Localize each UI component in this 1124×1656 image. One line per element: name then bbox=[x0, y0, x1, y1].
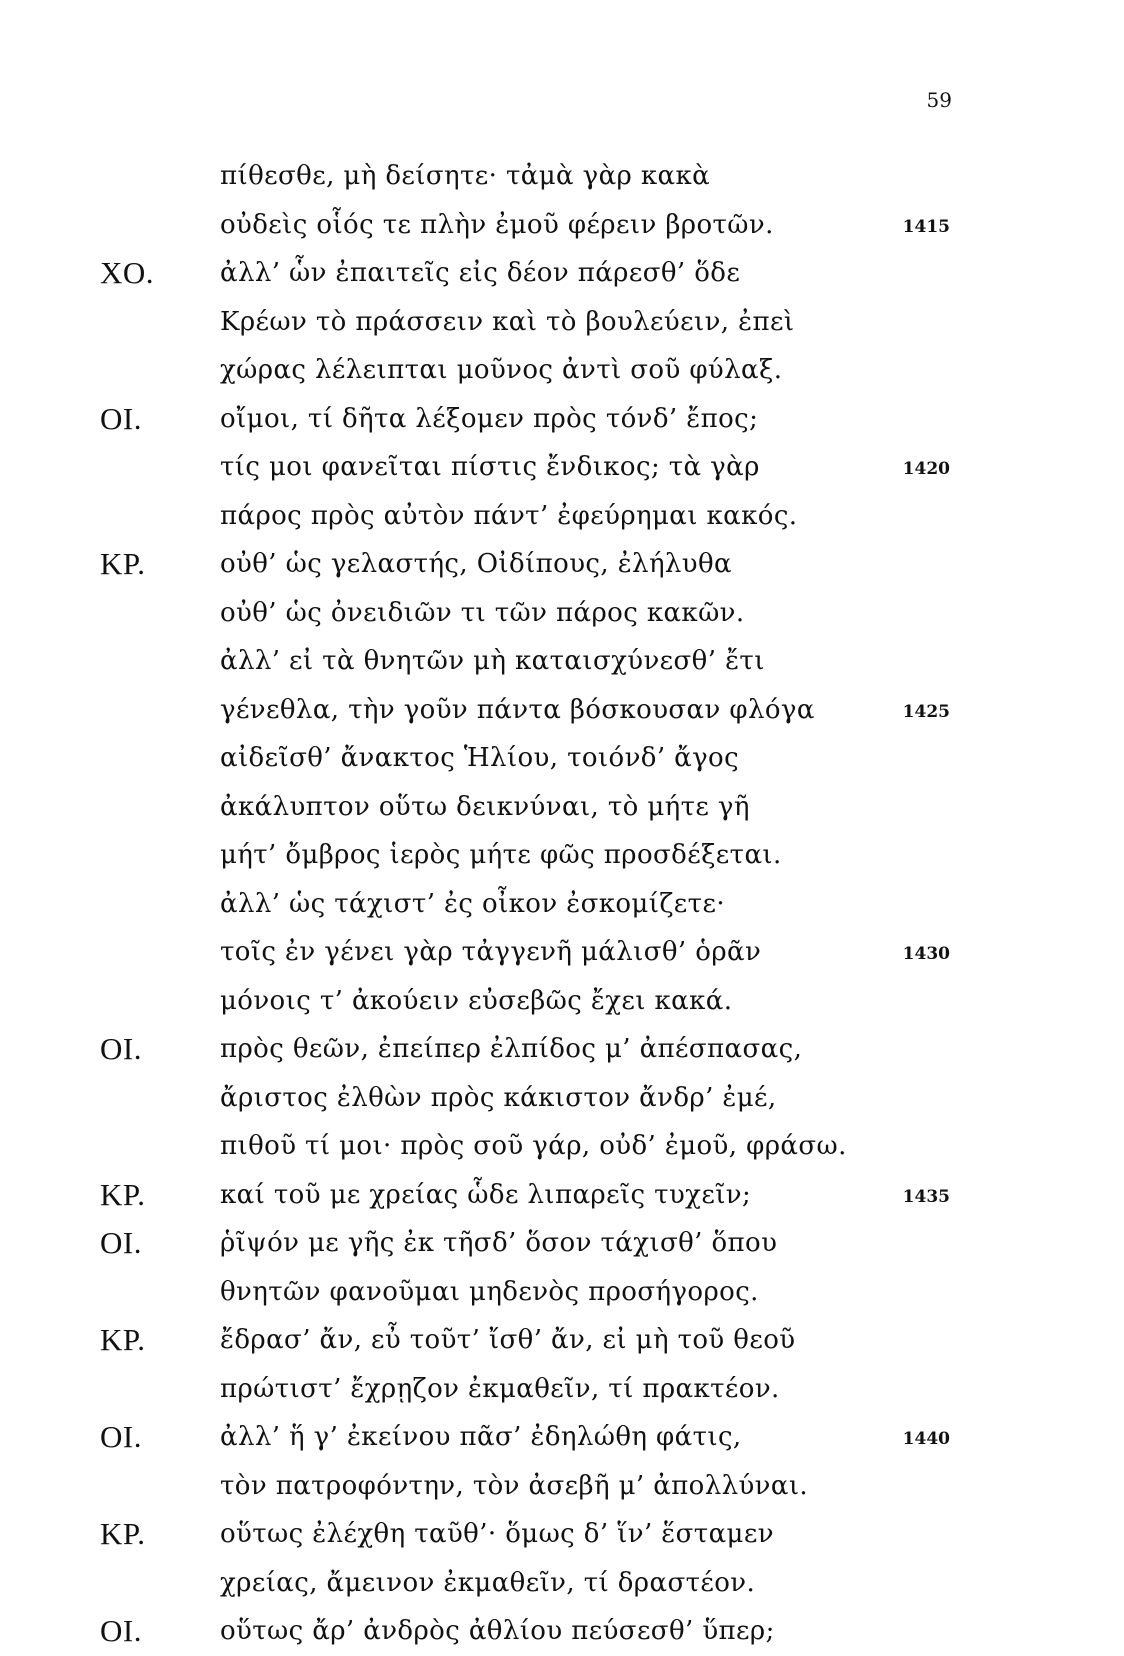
verse-text: πίθεσθε, μὴ δείσητε· τἀμὰ γὰρ κακὰ bbox=[220, 161, 711, 191]
page-number: 59 bbox=[926, 88, 952, 112]
verse-line bbox=[0, 928, 1124, 977]
verse-line bbox=[0, 152, 1124, 201]
verse-line bbox=[0, 1462, 1124, 1511]
verse-line bbox=[0, 249, 1124, 298]
line-number: 1440 bbox=[902, 1429, 950, 1449]
verse-text: μόνοις τ’ ἀκούειν εὐσεβῶς ἔχει κακά. bbox=[220, 985, 733, 1016]
verse-line bbox=[0, 637, 1124, 686]
verse-line bbox=[0, 1268, 1124, 1317]
verse-text: γένεθλα, τὴν γοῦν πάντα βόσκουσαν φλόγα bbox=[220, 694, 815, 725]
verse-text: πάρος πρὸς αὐτὸν πάντ’ ἐφεύρημαι κακός. bbox=[220, 500, 798, 531]
verse-line bbox=[0, 1025, 1124, 1074]
verse-text: τοῖς ἐν γένει γὰρ τἀγγενῆ μάλισθ’ ὁρᾶν bbox=[220, 937, 762, 967]
verse-line bbox=[0, 443, 1124, 492]
verse-line bbox=[0, 540, 1124, 589]
verse-line bbox=[0, 1413, 1124, 1462]
verse-line bbox=[0, 783, 1124, 832]
verse-text: ἀλλ’ εἰ τὰ θνητῶν μὴ καταισχύνεσθ’ ἔτι bbox=[220, 646, 765, 676]
verse-text: ἀλλ’ ὧν ἐπαιτεῖς εἰς δέον πάρεσθ’ ὅδε bbox=[220, 258, 741, 288]
verse-line bbox=[0, 1365, 1124, 1414]
verse-text: οὕτως ἐλέχθη ταῦθ’· ὅμως δ’ ἵν’ ἕσταμεν bbox=[220, 1519, 774, 1549]
verse-line bbox=[0, 1510, 1124, 1559]
verse-text: ἔδρασ’ ἄν, εὖ τοῦτ’ ἴσθ’ ἄν, εἰ μὴ τοῦ θεοῦ bbox=[220, 1325, 796, 1355]
verse-text: χώρας λέλειπται μοῦνος ἀντὶ σοῦ φύλαξ. bbox=[220, 355, 783, 385]
verse-text: ἀκάλυπτον οὕτω δεικνύναι, τὸ μήτε γῆ bbox=[220, 791, 750, 822]
verse-text: καί τοῦ με χρείας ὧδε λιπαρεῖς τυχεῖν; bbox=[220, 1179, 752, 1210]
verse-line bbox=[0, 201, 1124, 250]
verse-block bbox=[0, 152, 1124, 1656]
verse-line bbox=[0, 1559, 1124, 1608]
verse-text: τὸν πατροφόντην, τὸν ἀσεβῆ μ’ ἀπολλύναι. bbox=[220, 1470, 809, 1501]
verse-line bbox=[0, 880, 1124, 929]
verse-text: πιθοῦ τί μοι· πρὸς σοῦ γάρ, οὐδ’ ἐμοῦ, φράσω. bbox=[220, 1131, 847, 1161]
verse-text: οὐδεὶς οἷός τε πλὴν ἐμοῦ φέρειν βροτῶν. bbox=[220, 209, 774, 240]
verse-line bbox=[0, 831, 1124, 880]
verse-line bbox=[0, 298, 1124, 347]
line-number: 1435 bbox=[902, 1186, 950, 1207]
verse-text: αἰδεῖσθ’ ἄνακτος Ἡλίου, τοιόνδ’ ἄγος bbox=[220, 743, 740, 773]
verse-text: ἄριστος ἐλθὼν πρὸς κάκιστον ἄνδρ’ ἐμέ, bbox=[220, 1082, 777, 1113]
speaker-label: ΧΟ. bbox=[100, 255, 155, 290]
speaker-label: ΚΡ. bbox=[100, 1176, 146, 1212]
verse-line bbox=[0, 686, 1124, 735]
verse-line bbox=[0, 977, 1124, 1026]
line-number: 1415 bbox=[902, 216, 950, 237]
verse-line bbox=[0, 1607, 1124, 1656]
verse-text: οὕτως ἄρ’ ἀνδρὸς ἀθλίου πεύσεσθ’ ὕπερ; bbox=[220, 1616, 775, 1646]
verse-text: ῥῖψόν με γῆς ἐκ τῆσδ’ ὅσον τάχισθ’ ὅπου bbox=[220, 1228, 778, 1258]
verse-line bbox=[0, 1122, 1124, 1171]
verse-line bbox=[0, 734, 1124, 783]
verse-line bbox=[0, 589, 1124, 638]
verse-line bbox=[0, 346, 1124, 395]
speaker-label: ΚΡ. bbox=[100, 1516, 146, 1551]
verse-line bbox=[0, 1171, 1124, 1220]
verse-text: Κρέων τὸ πράσσειν καὶ τὸ βουλεύειν, ἐπεὶ bbox=[220, 306, 795, 337]
line-number: 1425 bbox=[902, 701, 950, 722]
line-number: 1420 bbox=[902, 459, 950, 479]
verse-line bbox=[0, 395, 1124, 444]
verse-text: μήτ’ ὄμβρος ἱερὸς μήτε φῶς προσδέξεται. bbox=[220, 840, 782, 870]
speaker-label: ΟΙ. bbox=[100, 1419, 142, 1454]
verse-line bbox=[0, 1316, 1124, 1365]
verse-text: χρείας, ἄμεινον ἐκμαθεῖν, τί δραστέον. bbox=[220, 1567, 756, 1598]
speaker-label: ΚΡ. bbox=[100, 546, 146, 581]
verse-text: θνητῶν φανοῦμαι μηδενὸς προσήγορος. bbox=[220, 1276, 759, 1307]
verse-text: ἀλλ’ ὡς τάχιστ’ ἐς οἶκον ἐσκομίζετε· bbox=[220, 888, 725, 919]
speaker-label: ΟΙ. bbox=[100, 1031, 142, 1066]
verse-text: πρώτιστ’ ἔχρῃζον ἐκμαθεῖν, τί πρακτέον. bbox=[220, 1373, 780, 1404]
verse-text: οὐθ’ ὡς ὀνειδιῶν τι τῶν πάρος κακῶν. bbox=[220, 597, 745, 628]
verse-text: πρὸς θεῶν, ἐπείπερ ἐλπίδος μ’ ἀπέσπασας, bbox=[220, 1034, 803, 1064]
verse-line bbox=[0, 1219, 1124, 1268]
speaker-label: ΟΙ. bbox=[100, 1225, 142, 1260]
speaker-label: ΟΙ. bbox=[100, 1613, 142, 1648]
line-number: 1430 bbox=[902, 944, 950, 964]
speaker-label: ΟΙ. bbox=[100, 400, 142, 436]
verse-text: τίς μοι φανεῖται πίστις ἔνδικος; τὰ γὰρ bbox=[220, 452, 760, 482]
verse-text: οὐθ’ ὡς γελαστής, Οἰδίπους, ἐλήλυθα bbox=[220, 549, 733, 579]
speaker-label: ΚΡ. bbox=[100, 1322, 146, 1357]
verse-line bbox=[0, 1074, 1124, 1123]
verse-line bbox=[0, 492, 1124, 541]
verse-text: ἀλλ’ ἥ γ’ ἐκείνου πᾶσ’ ἐδηλώθη φάτις, bbox=[220, 1422, 742, 1452]
verse-text: οἴμοι, τί δῆτα λέξομεν πρὸς τόνδ’ ἔπος; bbox=[220, 403, 759, 434]
